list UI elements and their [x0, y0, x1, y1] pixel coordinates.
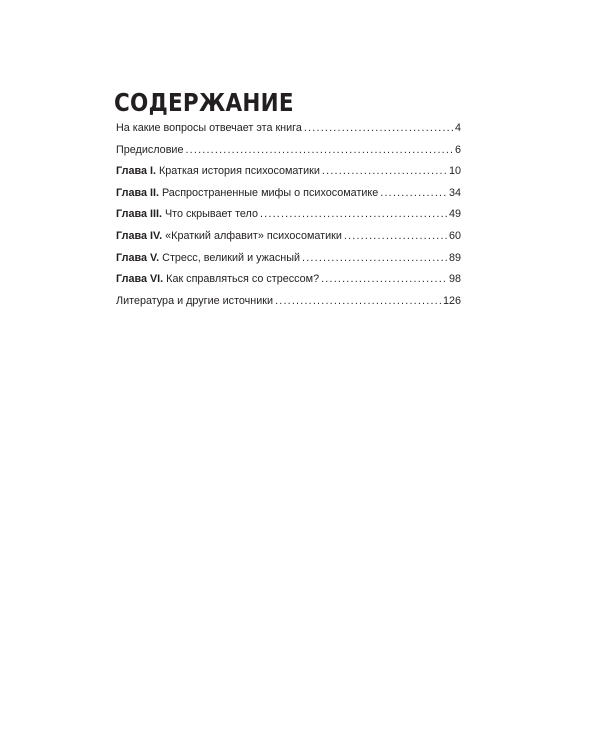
toc-leader-dots: [322, 161, 447, 183]
toc-entry-heading: [116, 204, 258, 226]
toc-chapter-label: Глава VI.: [116, 273, 164, 286]
toc-page-number: 89: [448, 251, 461, 264]
toc-leader-dots: [304, 118, 453, 140]
toc-entry-chapter-1: [116, 161, 461, 183]
toc-entry-title: Как справляться со стрессом?: [166, 273, 320, 286]
toc-chapter-label: Глава III.: [116, 208, 162, 221]
toc-entry-heading: [116, 269, 319, 291]
toc-entry-title: Распространенные мифы о психосоматике: [161, 186, 379, 199]
toc-page-number: 60: [448, 229, 461, 242]
toc-chapter-label: Глава I.: [116, 165, 156, 178]
toc-entry-title: Краткая история психосоматики: [158, 165, 320, 178]
toc-leader-dots: [260, 204, 447, 226]
toc-entry-title: Предисловие: [116, 143, 184, 156]
toc-page-number: 49: [448, 208, 461, 221]
toc-leader-dots: [321, 269, 447, 291]
toc-leader-dots: [344, 226, 447, 248]
toc-entry-title: Литература и другие источники: [116, 294, 274, 307]
toc-page-number: 98: [448, 273, 461, 286]
toc-entry-chapter-6: [116, 269, 461, 291]
toc-entry-title: «Краткий алфавит» психосоматики: [165, 229, 342, 242]
toc-entry-title: На какие вопросы отвечает эта книга: [116, 122, 302, 134]
toc-page-number: 10: [448, 165, 461, 178]
toc-entry-chapter-5: [116, 248, 461, 270]
toc-entry-foreword-questions: [116, 118, 461, 140]
page-title: СОДЕРЖАНИЕ: [114, 88, 294, 117]
toc-page-number: 4: [454, 122, 461, 134]
toc-entry-heading: [116, 226, 342, 248]
toc-page-number: 126: [442, 294, 461, 307]
toc-entry-preface: [116, 140, 461, 162]
toc-entry-title: Стресс, великий и ужасный: [162, 251, 301, 264]
toc-entry-title: Что скрывает тело: [164, 208, 258, 221]
toc-chapter-label: Глава IV.: [116, 229, 163, 242]
toc-leader-dots: [185, 140, 453, 162]
toc-entry-chapter-4: [116, 226, 461, 248]
toc-chapter-label: Глава V.: [116, 251, 160, 264]
toc-chapter-label: Глава II.: [116, 186, 159, 199]
toc-page-number: 34: [448, 186, 461, 199]
toc-leader-dots: [275, 291, 441, 313]
toc-entry-heading: [116, 183, 378, 205]
toc-page-number: 6: [454, 143, 461, 156]
toc-entry-heading: [116, 161, 320, 183]
toc-entry-chapter-3: [116, 204, 461, 226]
toc-entry-heading: [116, 248, 300, 270]
toc-leader-dots: [302, 248, 447, 270]
table-of-contents: [116, 118, 461, 312]
toc-leader-dots: [380, 183, 447, 205]
toc-entry-references: [116, 291, 461, 313]
toc-entry-chapter-2: [116, 183, 461, 205]
